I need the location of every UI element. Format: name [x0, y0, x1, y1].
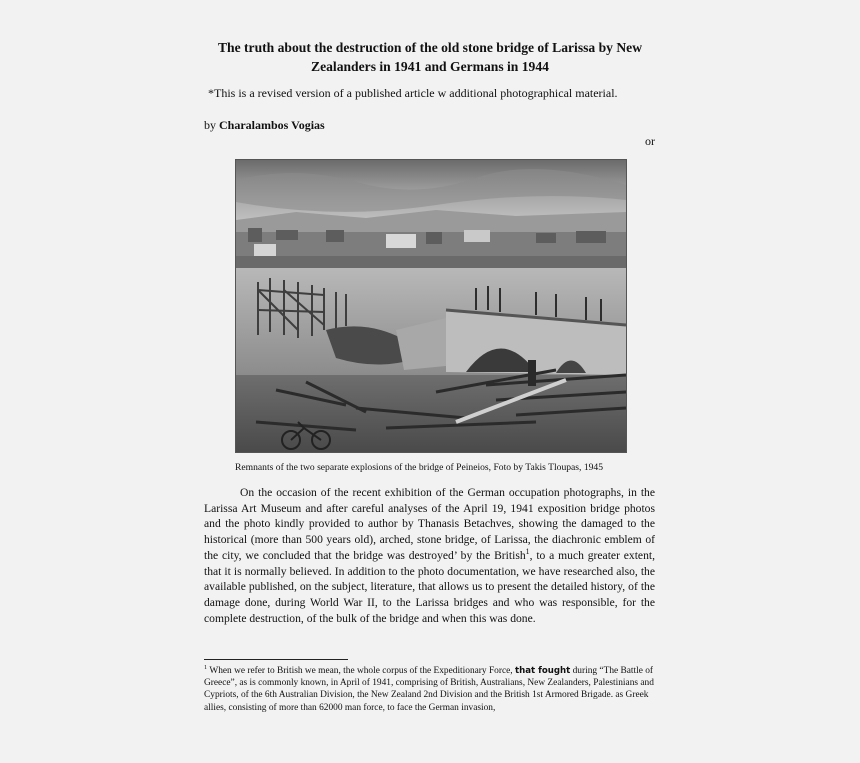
footnote-emphasis: that fought [515, 666, 571, 676]
footnote-divider [204, 659, 348, 660]
body-text-part1: On the occasion of the recent exhibition of the German occupation photographs, in the Larissa Art Museum and after careful analyses of the April 19, 1941 exposition bridge photos and the photo kindly provided to author by Thanasis Betachves, showing the damaged to the historical (more than 500 years old), arched, stone bridge, of Larissa, the diachronic emblem of the city, we concluded that the bridge was destroyed’ by the British [204, 486, 655, 562]
body-text-part2: , to a much greater extent, that it is normally believed. In addition to the photo documentation, we have researched also, the available published, on the subject, literature, that allows us to present the detailed history, of the damage done, during World War II, to the Larissa bridges and who was responsible, for the complete destruction, of the bulk of the bridge and when this was done. [204, 548, 655, 625]
author-name: Charalambos Vogias [219, 118, 325, 132]
body-paragraph [204, 485, 655, 626]
photo-caption: Remnants of the two separate explosions of the bridge of Peineios, Foto by Takis Tloupas, 1945 [235, 462, 604, 473]
or-text: or [645, 134, 655, 148]
footnote-text-part2: during “The Battle of Greece”, as is commonly known, in April of 1941, comprising of British, Australians, New Zealanders, Palestinians and Cypriots, of the 6th Australian Division, the New Zealand 2nd Division and the British 1st Armored Brigade. as Greek allies, consisting of more than 62000 man force, to face the German invasion, [204, 666, 654, 713]
byline-prefix: by [204, 118, 219, 132]
footnote [204, 665, 655, 714]
revision-note: *This is a revised version of a published article w additional photographical material. [208, 86, 618, 100]
bridge-photo [235, 159, 627, 453]
document-title: The truth about the destruction of the old stone bridge of Larissa by New Zealanders in 1941 and Germans in 1944 [217, 40, 643, 74]
footnote-marker: 1 [204, 663, 208, 671]
byline [204, 117, 325, 133]
footnote-text-part1: When we refer to British we mean, the whole corpus of the Expeditionary Force, [207, 666, 515, 676]
bridge-photo-drawing [236, 160, 626, 452]
footnote-reference: 1 [525, 546, 530, 556]
